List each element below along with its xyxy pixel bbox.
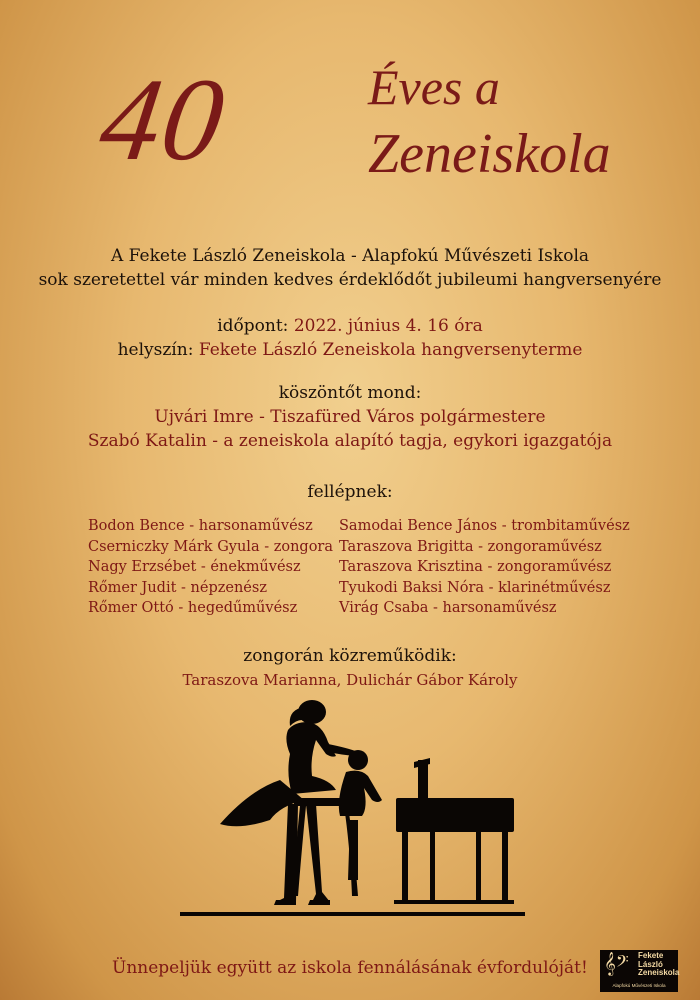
place-value: Fekete László Zeneiskola hangversenyterme: [198, 340, 583, 360]
school-logo: [600, 950, 678, 992]
title-number: 40: [92, 54, 234, 185]
performer-item: Taraszova Krisztina - zongoraművész: [339, 559, 612, 575]
music-clef-icon: 𝄞𝄢: [604, 951, 629, 975]
event-time: [0, 314, 700, 338]
title-line-1: Éves a: [368, 59, 500, 115]
greeting-label: köszöntőt mond:: [278, 383, 422, 403]
performers-label: fellépnek:: [307, 482, 393, 502]
place-label: helyszín:: [117, 340, 194, 360]
piano-section: [0, 644, 700, 692]
greeting-section: [0, 381, 700, 453]
title-line-2: Zeneiskola: [368, 123, 611, 185]
speaker-1: Ujvári Imre - Tiszafüred Város polgármestere: [154, 407, 546, 427]
performers-right-column: [339, 516, 630, 619]
piano-label: zongorán közreműködik:: [243, 646, 457, 666]
piano-lesson-silhouette: [180, 700, 525, 928]
performer-item: Nagy Erzsébet - énekművész: [88, 559, 301, 575]
intro-line-2: sok szeretettel vár minden kedves érdeklődőt jubileumi hangversenyére: [38, 270, 662, 290]
intro: [0, 244, 700, 292]
time-value: 2022. június 4. 16 óra: [293, 316, 483, 336]
performer-item: Taraszova Brigitta - zongoraművész: [339, 538, 602, 555]
event-details: [0, 314, 700, 362]
intro-line-1: A Fekete László Zeneiskola - Alapfokú Művészeti Iskola: [110, 246, 590, 266]
logo-line-1: Fekete: [638, 951, 664, 960]
logo-subtitle: Alapfokú Művészeti Iskola: [612, 983, 666, 988]
performer-item: Rőmer Judit - népzenész: [88, 579, 267, 596]
performer-item: Virág Csaba - harsonaművész: [339, 600, 557, 616]
logo-line-3: Zeneiskola: [638, 968, 680, 977]
performer-item: Tyukodi Baksi Nóra - klarinétművész: [339, 579, 611, 596]
performer-item: Samodai Bence János - trombitaművész: [339, 518, 630, 534]
piano-names: Taraszova Marianna, Dulichár Gábor Károly: [182, 671, 518, 689]
performers-left-column: [88, 516, 333, 619]
speaker-2: Szabó Katalin - a zeneiskola alapító tagja, egykori igazgatója: [87, 431, 613, 451]
logo-line-2: László: [638, 959, 663, 969]
footer-text: Ünnepeljük együtt az iskola fennálásának évfordulóját!: [112, 958, 588, 978]
time-label: időpont:: [217, 316, 289, 336]
event-place: [0, 338, 700, 362]
performer-item: Rőmer Ottó - hegedűművész: [88, 600, 298, 616]
performer-item: Bodon Bence - harsonaművész: [88, 518, 313, 534]
logo-name: [638, 952, 679, 978]
performer-item: Cserniczky Márk Gyula - zongora: [88, 538, 333, 555]
